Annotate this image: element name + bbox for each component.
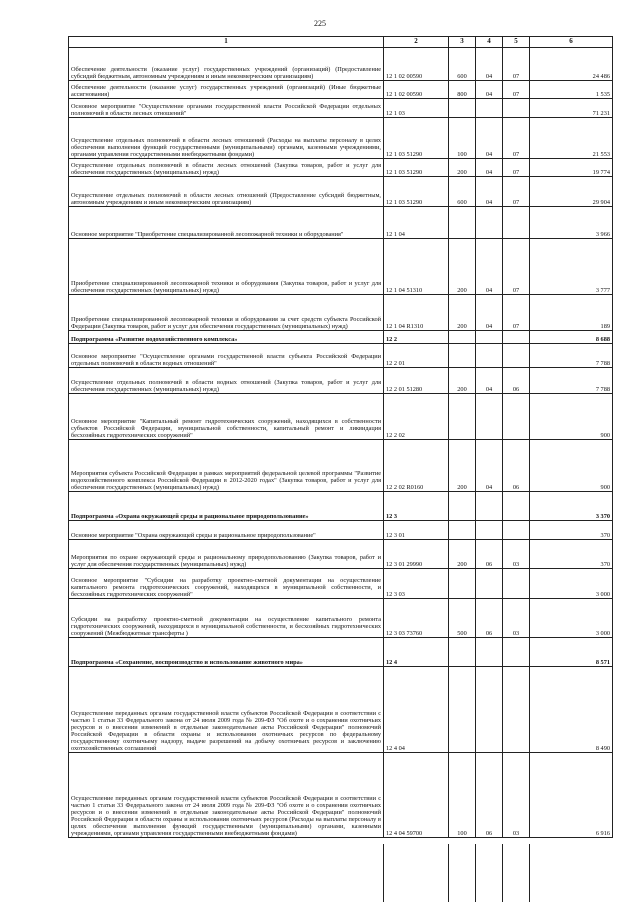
row-subsection: 07	[503, 177, 530, 207]
table-row	[69, 394, 613, 440]
row-code: 12 3 03	[384, 569, 449, 599]
row-section: 04	[476, 118, 503, 159]
row-subsection: 07	[503, 118, 530, 159]
row-subsection: 03	[503, 540, 530, 569]
row-description: Основное мероприятие "Охрана окружающей среды и рациональное природопользование"	[69, 521, 384, 540]
row-description: Осуществление отдельных полномочий в области лесных отношений (Расходы на выплаты персоналу в целях обеспечения выполнения функций государственными (муниципальными) органами, казенными учреждениями, органами управления государственными внебюджетными фондами)	[69, 118, 384, 159]
table-row	[69, 177, 613, 207]
row-amount: 8 571	[530, 638, 613, 667]
row-expense-type: 200	[449, 368, 476, 394]
row-section	[476, 569, 503, 599]
row-expense-type: 100	[449, 118, 476, 159]
table-row	[69, 295, 613, 331]
row-subsection	[503, 344, 530, 368]
row-description: Осуществление отдельных полномочий в области водных отношений (Закупка товаров, работ и услуг для обеспечения государственных (муниципальных) нужд)	[69, 368, 384, 394]
header-col-2: 2	[384, 37, 449, 48]
row-description: Подпрограмма «Развитие водохозяйственного комплекса»	[69, 331, 384, 344]
row-expense-type: 200	[449, 159, 476, 177]
table-row	[69, 638, 613, 667]
row-code: 12 2 02	[384, 394, 449, 440]
table-row	[69, 440, 613, 492]
table-row	[69, 599, 613, 638]
row-section: 06	[476, 599, 503, 638]
row-section: 04	[476, 440, 503, 492]
row-code: 12 2 02 R0160	[384, 440, 449, 492]
table-row	[69, 521, 613, 540]
row-code: 12 1 04 51310	[384, 239, 449, 295]
row-description: Осуществление отдельных полномочий в области лесных отношений (Предоставление субсидий бюджетным, автономным учреждениям и иным некоммерческим организациям)	[69, 177, 384, 207]
header-col-4: 4	[476, 37, 503, 48]
row-subsection	[503, 207, 530, 239]
table-row	[69, 368, 613, 394]
row-code: 12 3	[384, 492, 449, 521]
row-amount: 3 000	[530, 599, 613, 638]
row-amount: 8 490	[530, 667, 613, 753]
row-description: Осуществление переданных органам государственной власти субъектов Российской Федерации в соответствии с частью 1 статьи 33 Федерального закона от 24 июля 2009 года № 209-ФЗ "Об охоте и о сохранении охотничьих ресурсов и о внесении изменений в отдельные законодательные акты Российской Федерации" полномочий Российской Федерации в области охраны и использования охотничьих ресурсов (Расходы на выплаты персоналу в целях обеспечения выполнения функций государственными (муниципальными) органами, казенными учреждениями, органами управления государственными внебюджетными фондами)	[69, 753, 384, 838]
row-expense-type	[449, 344, 476, 368]
table-row	[69, 492, 613, 521]
row-section: 04	[476, 177, 503, 207]
row-expense-type	[449, 394, 476, 440]
row-description: Мероприятия субъекта Российской Федерации в рамках мероприятий федеральной целевой программы "Развитие водохозяйственного комплекса Российской Федерации в 2012-2020 годах" (Закупка товаров, работ и услуг для обеспечения государственных (муниципальных) нужд)	[69, 440, 384, 492]
row-description: Основное мероприятие "Субсидии на разработку проектно-сметной документации на осуществление капитального ремонта гидротехнических сооружений, находящихся в муниципальной собственности, и бесхозяйных гидротехнических сооружений"	[69, 569, 384, 599]
row-amount: 3 000	[530, 569, 613, 599]
row-subsection: 03	[503, 753, 530, 838]
row-code: 12 3 03 73760	[384, 599, 449, 638]
row-code: 12 1 03 51290	[384, 159, 449, 177]
row-subsection	[503, 492, 530, 521]
row-expense-type: 600	[449, 48, 476, 81]
row-amount: 189	[530, 295, 613, 331]
row-amount: 21 553	[530, 118, 613, 159]
row-code: 12 3 01	[384, 521, 449, 540]
row-amount: 24 486	[530, 48, 613, 81]
row-section	[476, 331, 503, 344]
row-subsection: 06	[503, 368, 530, 394]
row-subsection	[503, 99, 530, 118]
row-subsection	[503, 569, 530, 599]
table-trailing-lines	[383, 844, 612, 902]
row-code: 12 2 01 51280	[384, 368, 449, 394]
row-amount: 71 231	[530, 99, 613, 118]
row-code: 12 1 03 51290	[384, 177, 449, 207]
table-row	[69, 667, 613, 753]
row-expense-type: 200	[449, 540, 476, 569]
table-row	[69, 99, 613, 118]
row-section	[476, 492, 503, 521]
row-expense-type: 200	[449, 239, 476, 295]
row-section	[476, 521, 503, 540]
row-description: Обеспечение деятельности (оказание услуг) государственных учреждений (организаций) (Предоставление субсидий бюджетным, автономным учреждениям и иным некоммерческим организациям)	[69, 48, 384, 81]
table-row	[69, 118, 613, 159]
row-section: 06	[476, 753, 503, 838]
row-description: Осуществление отдельных полномочий в области лесных отношений (Закупка товаров, работ и услуг для обеспечения государственных (муниципальных) нужд)	[69, 159, 384, 177]
budget-table	[68, 36, 613, 838]
row-code: 12 2 01	[384, 344, 449, 368]
row-subsection	[503, 667, 530, 753]
row-section	[476, 207, 503, 239]
row-section	[476, 99, 503, 118]
row-amount: 370	[530, 540, 613, 569]
table-row	[69, 753, 613, 838]
row-subsection	[503, 521, 530, 540]
table-row	[69, 81, 613, 99]
row-section: 04	[476, 368, 503, 394]
row-amount: 29 904	[530, 177, 613, 207]
row-section	[476, 344, 503, 368]
table-row	[69, 239, 613, 295]
row-expense-type: 100	[449, 753, 476, 838]
header-col-6: 6	[530, 37, 613, 48]
table-row	[69, 207, 613, 239]
row-expense-type: 800	[449, 81, 476, 99]
row-expense-type: 200	[449, 295, 476, 331]
row-section: 04	[476, 159, 503, 177]
row-amount: 7 788	[530, 368, 613, 394]
row-subsection: 07	[503, 295, 530, 331]
header-col-5: 5	[503, 37, 530, 48]
row-subsection: 03	[503, 599, 530, 638]
row-amount: 3 777	[530, 239, 613, 295]
row-amount: 900	[530, 440, 613, 492]
table-row	[69, 48, 613, 81]
row-code: 12 1 04	[384, 207, 449, 239]
row-expense-type	[449, 521, 476, 540]
row-amount: 3 966	[530, 207, 613, 239]
row-amount: 900	[530, 394, 613, 440]
row-expense-type	[449, 492, 476, 521]
row-amount: 370	[530, 521, 613, 540]
row-description: Подпрограмма «Сохранение, воспроизводство и использование животного мира»	[69, 638, 384, 667]
row-subsection: 07	[503, 159, 530, 177]
row-code: 12 4	[384, 638, 449, 667]
row-code: 12 3 01 29990	[384, 540, 449, 569]
row-section: 04	[476, 81, 503, 99]
row-amount: 6 916	[530, 753, 613, 838]
row-description: Субсидии на разработку проектно-сметной документации на осуществление капитального ремонта гидротехнических сооружений, находящихся в муниципальной собственности, и бесхозяйных гидротехнических сооружений (Межбюджетные трансферты )	[69, 599, 384, 638]
row-amount: 19 774	[530, 159, 613, 177]
row-subsection	[503, 331, 530, 344]
row-expense-type	[449, 331, 476, 344]
row-section: 04	[476, 48, 503, 81]
row-section: 06	[476, 540, 503, 569]
row-description: Основное мероприятие "Капитальный ремонт гидротехнических сооружений, находящихся в собственности субъектов Российской Федерации, муниципальной собственности, капитальный ремонт и ликвидация бесхозяйных гидротехнических сооружений"	[69, 394, 384, 440]
row-description: Подпрограмма «Охрана окружающей среды и рациональное природопользование»	[69, 492, 384, 521]
row-section: 04	[476, 239, 503, 295]
row-code: 12 2	[384, 331, 449, 344]
row-subsection	[503, 638, 530, 667]
table-header-row	[69, 37, 613, 48]
table-row	[69, 344, 613, 368]
row-description: Основное мероприятие "Приобретение специализированной лесопожарной техники и оборудования"	[69, 207, 384, 239]
row-code: 12 1 02 00590	[384, 48, 449, 81]
page-number: 225	[314, 19, 326, 28]
row-description: Осуществление переданных органам государственной власти субъектов Российской Федерации в соответствии с частью 1 статьи 33 Федерального закона от 24 июля 2009 года № 209-ФЗ "Об охоте и о сохранении охотничьих ресурсов и о внесении изменений в отдельные законодательные акты Российской Федерации" полномочий Российской Федерации в области охраны и использования охотничьих ресурсов по федеральному государственному охотничьему надзору, выдаче разрешений на добычу охотничьих ресурсов и заключению охотхозяйственных соглашений	[69, 667, 384, 753]
row-code: 12 4 04	[384, 667, 449, 753]
row-section	[476, 638, 503, 667]
row-expense-type	[449, 99, 476, 118]
table-row	[69, 159, 613, 177]
row-amount: 8 688	[530, 331, 613, 344]
row-description: Обеспечение деятельности (оказание услуг) государственных учреждений (организаций) (Иные бюджетные ассигнования)	[69, 81, 384, 99]
header-col-1: 1	[69, 37, 384, 48]
row-description: Приобретение специализированной лесопожарной техники и оборудования (Закупка товаров, работ и услуг для обеспечения государственных (муниципальных) нужд)	[69, 239, 384, 295]
table-row	[69, 540, 613, 569]
row-description: Основное мероприятие "Осуществление органами государственной власти субъекта Российской Федерации отдельных полномочий в области водных отношений"	[69, 344, 384, 368]
row-code: 12 1 03 51290	[384, 118, 449, 159]
row-code: 12 1 02 00590	[384, 81, 449, 99]
row-amount: 3 370	[530, 492, 613, 521]
row-expense-type	[449, 207, 476, 239]
row-amount: 1 535	[530, 81, 613, 99]
row-expense-type	[449, 667, 476, 753]
row-subsection	[503, 394, 530, 440]
row-expense-type: 200	[449, 440, 476, 492]
row-amount: 7 788	[530, 344, 613, 368]
row-code: 12 4 04 59700	[384, 753, 449, 838]
row-section: 04	[476, 295, 503, 331]
row-expense-type	[449, 638, 476, 667]
header-col-3: 3	[449, 37, 476, 48]
row-expense-type: 600	[449, 177, 476, 207]
table-row	[69, 569, 613, 599]
row-code: 12 1 04 R1310	[384, 295, 449, 331]
row-description: Приобретение специализированной лесопожарной техники и оборудования за счет средств субъекта Российской Федерации (Закупка товаров, работ и услуг для обеспечения государственных (муниципальных) нужд)	[69, 295, 384, 331]
row-subsection: 06	[503, 440, 530, 492]
row-description: Мероприятия по охране окружающей среды и рациональному природопользованию (Закупка товаров, работ и услуг для обеспечения государственных (муниципальных) нужд)	[69, 540, 384, 569]
row-description: Основное мероприятие "Осуществление органами государственной власти Российской Федерации отдельных полномочий в области лесных отношений"	[69, 99, 384, 118]
table-row	[69, 331, 613, 344]
row-section	[476, 394, 503, 440]
row-subsection: 07	[503, 239, 530, 295]
row-subsection: 07	[503, 48, 530, 81]
row-section	[476, 667, 503, 753]
row-expense-type	[449, 569, 476, 599]
row-expense-type: 500	[449, 599, 476, 638]
row-code: 12 1 03	[384, 99, 449, 118]
row-subsection: 07	[503, 81, 530, 99]
